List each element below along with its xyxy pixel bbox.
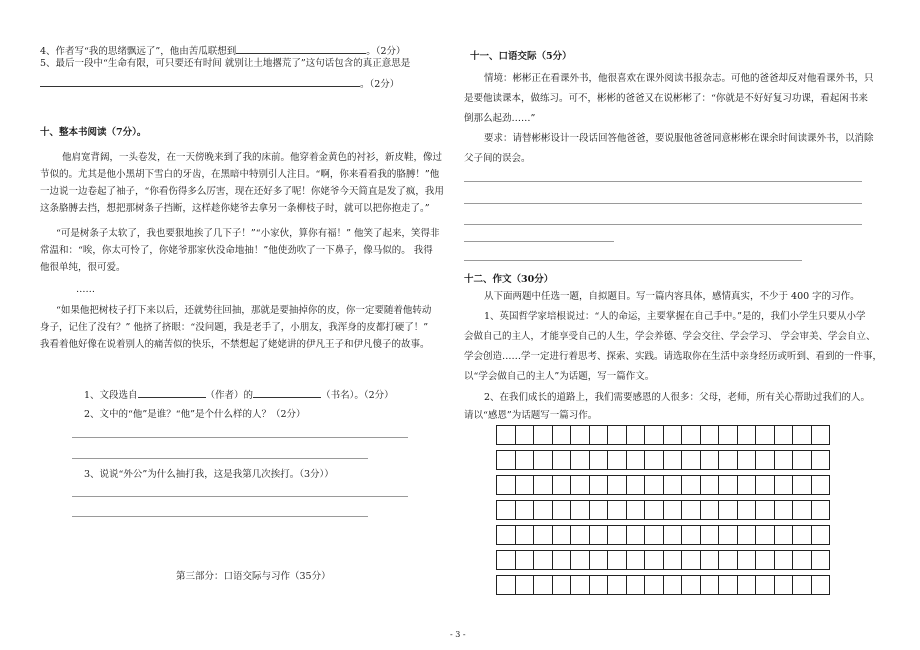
book-title-blank[interactable]: [253, 388, 321, 398]
section-11-title: 十一、口语交际（5分）: [470, 51, 572, 62]
answer-line[interactable]: [72, 437, 408, 438]
grid-cell[interactable]: [700, 425, 720, 445]
passage-line: 他肩宽背阔，一头卷发，在一天傍晚来到了我的床前。他穿着金黄色的衬衫，新皮鞋，像过: [62, 152, 443, 163]
situation-line: 情境：彬彬正在看课外书，他很喜欢在课外阅读书报杂志。可他的爸爸却反对他看课外书，只: [484, 73, 874, 84]
grid-cell[interactable]: [737, 450, 757, 470]
grid-cell[interactable]: [496, 475, 516, 495]
answer-line[interactable]: [72, 458, 368, 459]
grid-cell[interactable]: [737, 475, 757, 495]
grid-cell[interactable]: [626, 525, 646, 545]
passage-line: 常温和：“唉，你太可怜了，你姥爷那家伙没命地抽！”他使劲吹了一下鼻子，像马似的。 我得: [40, 245, 433, 256]
grid-cell[interactable]: [644, 575, 664, 595]
grid-cell[interactable]: [626, 475, 646, 495]
essay-intro: 从下面两题中任选一题，自拟题目。写一篇内容具体，感情真实，不少于 400 字的习作。: [484, 291, 860, 302]
grid-cell[interactable]: [700, 500, 720, 520]
requirement-line: 父子间的误会。: [464, 153, 531, 164]
grid-cell[interactable]: [755, 500, 775, 520]
grid-cell[interactable]: [496, 500, 516, 520]
grid-row: [496, 425, 829, 445]
grid-cell[interactable]: [755, 475, 775, 495]
grid-cell[interactable]: [774, 550, 794, 570]
grid-cell[interactable]: [496, 575, 516, 595]
grid-cell[interactable]: [570, 575, 590, 595]
grid-cell[interactable]: [718, 475, 738, 495]
question-2: 2、文中的“他”是谁？“他”是个什么样的人？（2分）: [84, 409, 306, 420]
grid-cell[interactable]: [663, 550, 683, 570]
grid-cell[interactable]: [718, 525, 738, 545]
grid-cell[interactable]: [811, 525, 831, 545]
grid-cell[interactable]: [515, 550, 535, 570]
author-blank[interactable]: [138, 388, 206, 398]
grid-cell[interactable]: [607, 425, 627, 445]
grid-cell[interactable]: [552, 550, 572, 570]
grid-row: [496, 550, 829, 570]
grid-cell[interactable]: [700, 475, 720, 495]
grid-cell[interactable]: [774, 450, 794, 470]
grid-cell[interactable]: [589, 550, 609, 570]
section-12-title: 十二、作文（30分）: [464, 274, 554, 285]
grid-cell[interactable]: [515, 450, 535, 470]
grid-cell[interactable]: [811, 575, 831, 595]
grid-cell[interactable]: [663, 475, 683, 495]
grid-cell[interactable]: [718, 425, 738, 445]
grid-cell[interactable]: [755, 450, 775, 470]
grid-cell[interactable]: [496, 525, 516, 545]
grid-cell[interactable]: [496, 425, 516, 445]
grid-cell[interactable]: [737, 500, 757, 520]
answer-line[interactable]: [464, 260, 802, 261]
grid-cell[interactable]: [718, 500, 738, 520]
grid-cell[interactable]: [496, 550, 516, 570]
question-4: 4、作者写“我的思绪飘远了”，他由苦瓜联想到 。（2分）: [40, 46, 406, 57]
answer-line[interactable]: [72, 496, 408, 497]
grid-cell[interactable]: [755, 575, 775, 595]
grid-cell[interactable]: [570, 425, 590, 445]
grid-cell[interactable]: [570, 525, 590, 545]
grid-cell[interactable]: [663, 425, 683, 445]
grid-cell[interactable]: [737, 575, 757, 595]
grid-cell[interactable]: [700, 450, 720, 470]
grid-cell[interactable]: [774, 425, 794, 445]
grid-cell[interactable]: [681, 525, 701, 545]
grid-cell[interactable]: [589, 450, 609, 470]
grid-cell[interactable]: [700, 550, 720, 570]
grid-cell[interactable]: [570, 450, 590, 470]
grid-cell[interactable]: [570, 475, 590, 495]
grid-cell[interactable]: [552, 575, 572, 595]
topic-1-line: 学会创造……学一定进行着思考、探索、实践。请选取你在生活中亲身经历或听到、看到的一件事，: [464, 351, 883, 362]
passage-line: 节似的。尤其是他小黑胡下雪白的牙齿，在黑暗中特别引人注目。“啊，你来看看我的胳膊！”他: [40, 169, 440, 180]
grid-cell[interactable]: [792, 425, 812, 445]
grid-cell[interactable]: [811, 450, 831, 470]
grid-cell[interactable]: [570, 550, 590, 570]
grid-cell[interactable]: [700, 575, 720, 595]
topic-2-line: 请以“感恩”为话题写一篇习作。: [464, 410, 598, 421]
grid-cell[interactable]: [774, 475, 794, 495]
grid-cell[interactable]: [552, 425, 572, 445]
grid-cell[interactable]: [663, 500, 683, 520]
passage-line: 一边说一边卷起了袖子，“你看伤得多么厉害，现在还好多了呢！你姥爷今天简直是发了疯，我用: [40, 186, 444, 197]
passage-line: “如果他把树枝子打下来以后，还就势往回抽，那就是要抽掉你的皮，你一定要随着他转动: [56, 305, 432, 316]
grid-cell[interactable]: [552, 500, 572, 520]
grid-cell[interactable]: [663, 575, 683, 595]
grid-cell[interactable]: [663, 450, 683, 470]
grid-cell[interactable]: [552, 450, 572, 470]
grid-cell[interactable]: [533, 425, 553, 445]
answer-line[interactable]: [464, 224, 862, 225]
grid-row: [496, 500, 829, 520]
grid-cell[interactable]: [626, 425, 646, 445]
question-1: 1、文段选自 （作者）的 （书名）。（2分）: [84, 390, 394, 401]
part-3-heading: 第三部分：口语交际与习作（35分）: [176, 571, 331, 582]
grid-cell[interactable]: [737, 525, 757, 545]
grid-cell[interactable]: [589, 475, 609, 495]
grid-cell[interactable]: [774, 500, 794, 520]
q4-answer-blank[interactable]: [236, 44, 366, 54]
grid-cell[interactable]: [755, 550, 775, 570]
grid-cell[interactable]: [515, 425, 535, 445]
grid-cell[interactable]: [589, 500, 609, 520]
passage-line: 我看着他好像在说着别人的痛苦似的快乐，不禁想起了姥姥讲的伊凡王子和伊凡傻子的故事。: [40, 339, 430, 350]
grid-cell[interactable]: [533, 550, 553, 570]
grid-cell[interactable]: [533, 475, 553, 495]
ellipsis: ……: [76, 284, 95, 295]
answer-line[interactable]: [72, 516, 368, 517]
passage-line: “可是树条子太软了，我也要狠地挨了几下子！”“小家伙，算你有福！” 他笑了起来，笑得非: [56, 228, 440, 239]
grid-cell[interactable]: [496, 450, 516, 470]
answer-line[interactable]: [464, 241, 614, 242]
answer-line[interactable]: [464, 203, 862, 204]
passage-line: 这条胳膊去挡，想把那树条子挡断，这样趁你姥爷去拿另一条柳枝子时，就可以把你抱走了。”: [40, 203, 430, 214]
grid-cell[interactable]: [737, 550, 757, 570]
passage-line: 他很单纯，很可爱。: [40, 262, 126, 273]
grid-cell[interactable]: [681, 475, 701, 495]
grid-cell[interactable]: [811, 475, 831, 495]
grid-cell[interactable]: [644, 475, 664, 495]
question-5-answer-line: 。（2分）: [40, 77, 399, 91]
grid-cell[interactable]: [792, 475, 812, 495]
writing-grid[interactable]: [496, 425, 829, 600]
grid-cell[interactable]: [626, 500, 646, 520]
grid-cell[interactable]: [718, 450, 738, 470]
requirement-line: 要求：请替彬彬设计一段话回答他爸爸，要说服他爸爸同意彬彬在课余时间读课外书，以消除: [484, 133, 874, 144]
grid-cell[interactable]: [533, 500, 553, 520]
grid-cell[interactable]: [515, 575, 535, 595]
grid-cell[interactable]: [515, 475, 535, 495]
grid-cell[interactable]: [589, 575, 609, 595]
grid-cell[interactable]: [792, 450, 812, 470]
grid-cell[interactable]: [663, 525, 683, 545]
grid-cell[interactable]: [681, 550, 701, 570]
grid-cell[interactable]: [570, 500, 590, 520]
q5-answer-blank[interactable]: [40, 77, 360, 87]
page-number: - 3 -: [450, 630, 466, 639]
grid-cell[interactable]: [607, 475, 627, 495]
grid-row: [496, 575, 829, 595]
grid-cell[interactable]: [533, 575, 553, 595]
grid-cell[interactable]: [681, 450, 701, 470]
grid-cell[interactable]: [700, 525, 720, 545]
grid-cell[interactable]: [607, 525, 627, 545]
grid-cell[interactable]: [552, 475, 572, 495]
topic-1-line: 以“学会做自己的主人”为话题，写一篇作文。: [464, 371, 655, 382]
grid-cell[interactable]: [792, 525, 812, 545]
grid-cell[interactable]: [792, 500, 812, 520]
grid-cell[interactable]: [718, 575, 738, 595]
grid-cell[interactable]: [626, 575, 646, 595]
grid-row: [496, 525, 829, 545]
section-10-title: 十、整本书阅读（7分）。: [40, 127, 147, 138]
grid-cell[interactable]: [811, 425, 831, 445]
topic-1-line: 1、英国哲学家培根说过：“人的命运，主要掌握在自己手中。”是的，我们小学生只要从小学: [484, 311, 866, 322]
grid-cell[interactable]: [792, 550, 812, 570]
question-3: 3、说说“外公”为什么抽打我，这是我第几次挨打。（3分））: [84, 469, 334, 480]
grid-cell[interactable]: [515, 525, 535, 545]
grid-cell[interactable]: [589, 525, 609, 545]
grid-cell[interactable]: [755, 525, 775, 545]
grid-cell[interactable]: [626, 450, 646, 470]
grid-cell[interactable]: [607, 575, 627, 595]
grid-cell[interactable]: [607, 500, 627, 520]
situation-line: 倒那么起劲……”: [464, 113, 536, 124]
grid-cell[interactable]: [774, 525, 794, 545]
grid-cell[interactable]: [755, 425, 775, 445]
grid-cell[interactable]: [607, 450, 627, 470]
answer-line[interactable]: [464, 181, 862, 182]
grid-cell[interactable]: [681, 575, 701, 595]
grid-row: [496, 450, 829, 470]
grid-cell[interactable]: [774, 575, 794, 595]
grid-cell[interactable]: [681, 500, 701, 520]
grid-cell[interactable]: [644, 550, 664, 570]
grid-cell[interactable]: [644, 450, 664, 470]
grid-cell[interactable]: [644, 525, 664, 545]
grid-cell[interactable]: [515, 500, 535, 520]
question-5: 5、最后一段中“生命有限，可只要还有时间 就别让土地撂荒了”这句话包含的真正意思是: [40, 58, 411, 69]
passage-line: 身子，记住了没有？” 他挤了挤眼：“没问题，我是老手了，小朋友，我浑身的皮都打硬了！”: [40, 322, 429, 333]
grid-row: [496, 475, 829, 495]
grid-cell[interactable]: [792, 575, 812, 595]
grid-cell[interactable]: [811, 500, 831, 520]
topic-1-line: 会做自己的主人，才能享受自己的人生，学会养德、学会交往、学会学习、 学会审美、学会自立、: [464, 331, 876, 342]
grid-cell[interactable]: [533, 525, 553, 545]
grid-cell[interactable]: [737, 425, 757, 445]
situation-line: 是要他读课本，做练习。可不，彬彬的爸爸又在说彬彬了：“你就是不好好复习功课，看起闲书来: [464, 93, 868, 104]
grid-cell[interactable]: [589, 425, 609, 445]
grid-cell[interactable]: [644, 425, 664, 445]
topic-2-line: 2、在我们成长的道路上，我们需要感恩的人很多：父母，老师，所有关心帮助过我们的人。: [484, 392, 871, 403]
grid-cell[interactable]: [644, 500, 664, 520]
grid-cell[interactable]: [681, 425, 701, 445]
grid-cell[interactable]: [607, 550, 627, 570]
grid-cell[interactable]: [533, 450, 553, 470]
grid-cell[interactable]: [718, 550, 738, 570]
grid-cell[interactable]: [552, 525, 572, 545]
grid-cell[interactable]: [626, 550, 646, 570]
grid-cell[interactable]: [811, 550, 831, 570]
